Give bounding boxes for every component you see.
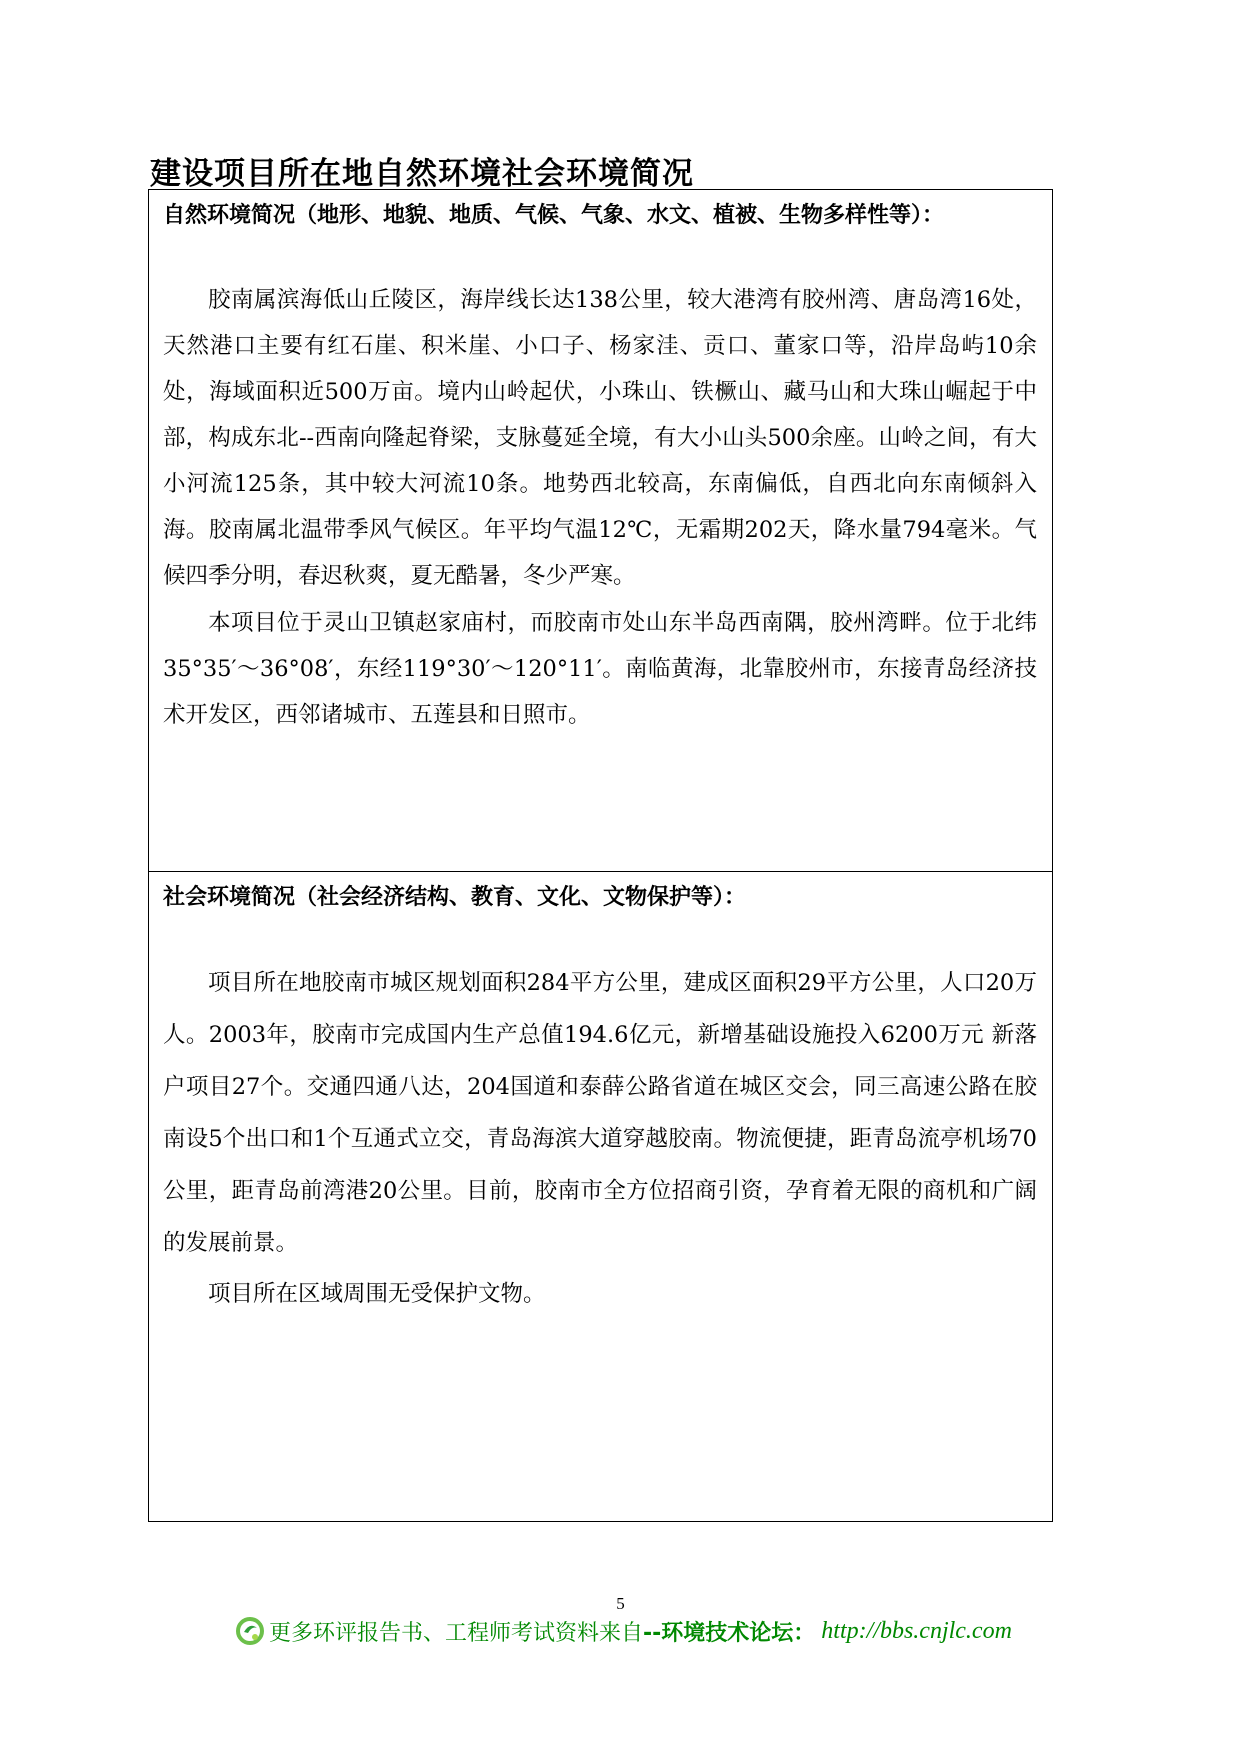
natural-environment-heading: 自然环境简况（地形、地貌、地质、气候、气象、水文、植被、生物多样性等）： (163, 203, 945, 228)
social-environment-section (148, 871, 1053, 1522)
footer-banner (235, 1611, 1012, 1651)
footer-forum-label: --环境技术论坛： (643, 1620, 816, 1646)
social-paragraph-relics: 项目所在区域周围无受保护文物。 (208, 1281, 546, 1307)
social-environment-heading: 社会环境简况（社会经济结构、教育、文化、文物保护等）： (163, 885, 747, 910)
natural-environment-section (148, 189, 1053, 872)
footer-url-link[interactable]: http://bbs.cnjlc.com (821, 1617, 1012, 1644)
footer-text: 更多环评报告书、工程师考试资料来自 (269, 1620, 644, 1646)
social-paragraph-economy: 项目所在地胶南市城区规划面积284平方公里，建成区面积29平方公里，人口20万人。2003年，胶南市完成国内生产总值194.6亿元，新增基础设施投入6200万元 新落户项目27个。交通四通八达，204国道和泰薛公路省道在城区交会，同三高速公路在胶南设5个出口和1个互通式立交，青岛海滨大道穿越胶南。物流便捷，距青岛流亭机场70公里，距青岛前湾港20公里。目前，胶南市全方位招商引资，孕育着无限的商机和广阔的发展前景。 (163, 970, 1037, 1256)
page-number: 5 (616, 1594, 625, 1613)
green-swirl-logo-icon (235, 1616, 265, 1646)
page-title: 建设项目所在地自然环境社会环境简况 (150, 156, 694, 192)
natural-paragraph-location: 本项目位于灵山卫镇赵家庙村，而胶南市处山东半岛西南隅，胶州湾畔。位于北纬35°35′～36°08′，东经119°30′～120°11′。南临黄海，北靠胶州市，东接青岛经济技术开发区，西邻诸城市、五莲县和日照市。 (163, 610, 1037, 728)
natural-paragraph-terrain: 胶南属滨海低山丘陵区，海岸线长达138公里，较大港湾有胶州湾、唐岛湾16处，天然港口主要有红石崖、积米崖、小口子、杨家洼、贡口、董家口等，沿岸岛屿10余处，海域面积近500万亩。境内山岭起伏，小珠山、铁橛山、藏马山和大珠山崛起于中部，构成东北--西南向隆起脊梁，支脉蔓延全境，有大小山头500余座。山岭之间，有大小河流125条，其中较大河流10条。地势西北较高，东南偏低，自西北向东南倾斜入海。胶南属北温带季风气候区。年平均气温12℃，无霜期202天，降水量794毫米。气候四季分明，春迟秋爽，夏无酷暑，冬少严寒。 (163, 287, 1037, 589)
